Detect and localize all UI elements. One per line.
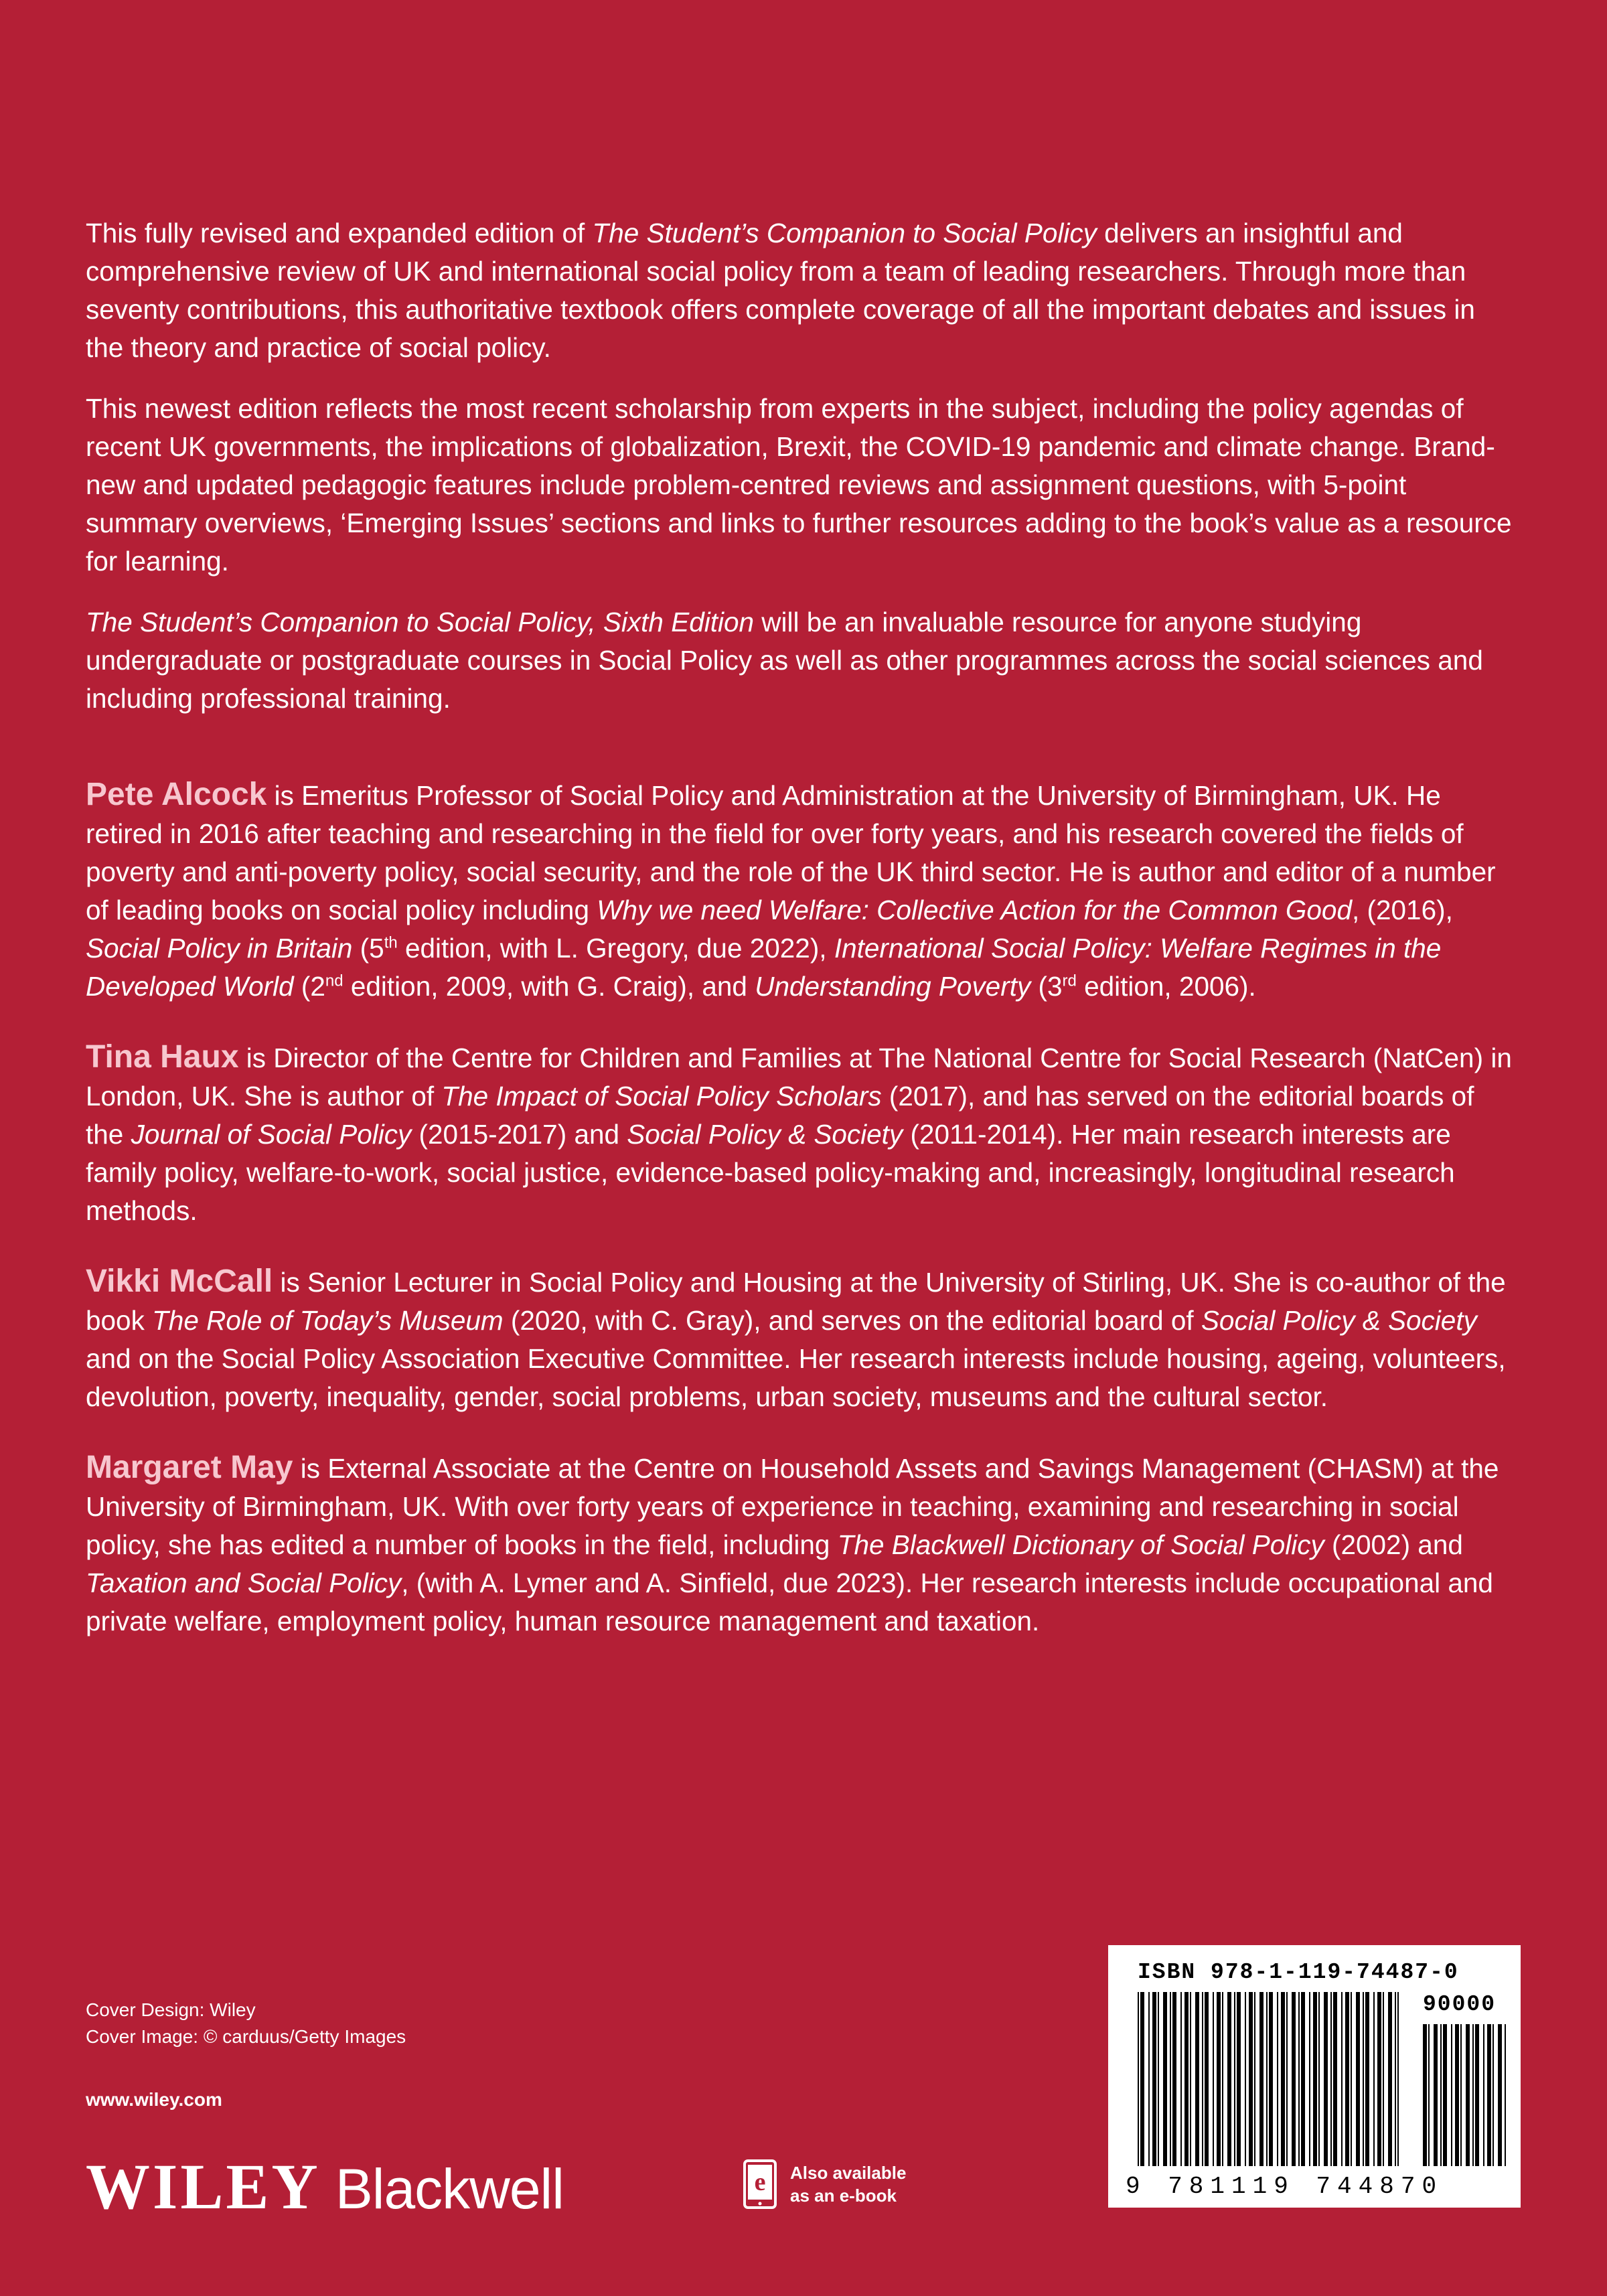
description-paragraph-1: This fully revised and expanded edition of The Student’s Companion to Social Policy delivers an insightful and comprehensive review of UK and international social policy from a team of leading researchers. Through more than seventy contributions, this authoritative textbook offers complete coverage of all the important debates and issues in the theory and practice of social policy. (86, 218, 1475, 363)
isbn-number: ISBN 978-1-119-74487-0 (1138, 1960, 1459, 1985)
author-name: Vikki McCall (86, 1264, 273, 1299)
description-paragraph-2: This newest edition reflects the most recent scholarship from experts in the subject, including the policy agendas of recent UK governments, the implications of globalization, Brexit, the COVID-19 pandemic and climate change. Brand-new and updated pedagogic features include problem-centred reviews and assignment questions, with 5-point summary overviews, ‘Emerging Issues’ sections and links to further resources adding to the book’s value as a resource for learning. (86, 393, 1512, 577)
book-title-edition: The Student’s Companion to Social Policy, Sixth Edition (86, 607, 755, 637)
description-paragraph-3: The Student’s Companion to Social Policy, Sixth Edition will be an invaluable resource for anyone studying undergraduate or postgraduate courses in Social Policy as well as other programmes across the social sciences and including professional training. (86, 607, 1483, 714)
author-name: Tina Haux (86, 1039, 239, 1075)
cover-image-credit: Cover Image: © carduus/Getty Images (86, 2026, 406, 2047)
ebook-label: Also available as an e-book (790, 2163, 907, 2206)
author-name: Pete Alcock (86, 777, 267, 812)
price-code: 90000 (1423, 1992, 1497, 2017)
book-title: The Student’s Companion to Social Policy (592, 218, 1097, 248)
back-cover-text (86, 214, 1512, 1673)
cover-design-credit: Cover Design: Wiley (86, 1999, 256, 2020)
author-bio-mccall: Vikki McCall is Senior Lecturer in Social Policy and Housing at the University of Stirling, UK. She is co-author of the book The Role of Today’s Museum (2020, with C. Gray), and serves on the editorial board of Social Policy & Society and on the Social Policy Association Executive Committee. Her research interests include housing, ageing, volunteers, devolution, poverty, inequality, gender, social problems, urban society, museums and the cultural sector. (86, 1264, 1506, 1412)
blackwell-wordmark: Blackwell (335, 2157, 564, 2220)
author-bio-haux: Tina Haux is Director of the Centre for Children and Families at The National Centre for Social Research (NatCen) in London, UK. She is author of The Impact of Social Policy Scholars (2017), and has served on the editorial boards of the Journal of Social Policy (2015-2017) and Social Policy & Society (2011-2014). Her main research interests are family policy, welfare-to-work, social justice, evidence-based policy-making and, increasingly, longitudinal research methods. (86, 1039, 1512, 1226)
author-bio-may: Margaret May is External Associate at the Centre on Household Assets and Savings Management (CHASM) at the University of Birmingham, UK. With over forty years of experience in teaching, examining and researching in social policy, she has edited a number of books in the field, including The Blackwell Dictionary of Social Policy (2002) and Taxation and Social Policy, (with A. Lymer and A. Sinfield, due 2023). Her research interests include occupational and private welfare, employment policy, human resource management and taxation. (86, 1450, 1499, 1636)
wiley-wordmark: WILEY (86, 2151, 321, 2222)
wiley-blackwell-logo (86, 2149, 564, 2223)
publisher-website[interactable]: www.wiley.com (86, 2089, 222, 2110)
svg-text:e: e (754, 2168, 766, 2196)
isbn-barcode (1108, 1945, 1521, 2208)
ebook-availability (743, 2159, 906, 2209)
barcode-digits: 9 781119 744870 (1126, 2173, 1444, 2200)
author-name: Margaret May (86, 1450, 293, 1485)
ebook-icon (743, 2159, 777, 2209)
barcode-bars (1108, 1945, 1521, 2208)
cover-credits (86, 1997, 406, 2050)
author-bio-alcock: Pete Alcock is Emeritus Professor of Social Policy and Administration at the University of Birmingham, UK. He retired in 2016 after teaching and researching in the field for over forty years, and his research covered the fields of poverty and anti-poverty policy, social security, and the role of the UK third sector. He is author and editor of a number of leading books on social policy including Why we need Welfare: Collective Action for the Common Good, (2016), Social Policy in Britain (5th edition, with L. Gregory, due 2022), International Social Policy: Welfare Regimes in the Developed World (2nd edition, 2009, with G. Craig), and Understanding Poverty (3rd edition, 2006). (86, 777, 1496, 1002)
